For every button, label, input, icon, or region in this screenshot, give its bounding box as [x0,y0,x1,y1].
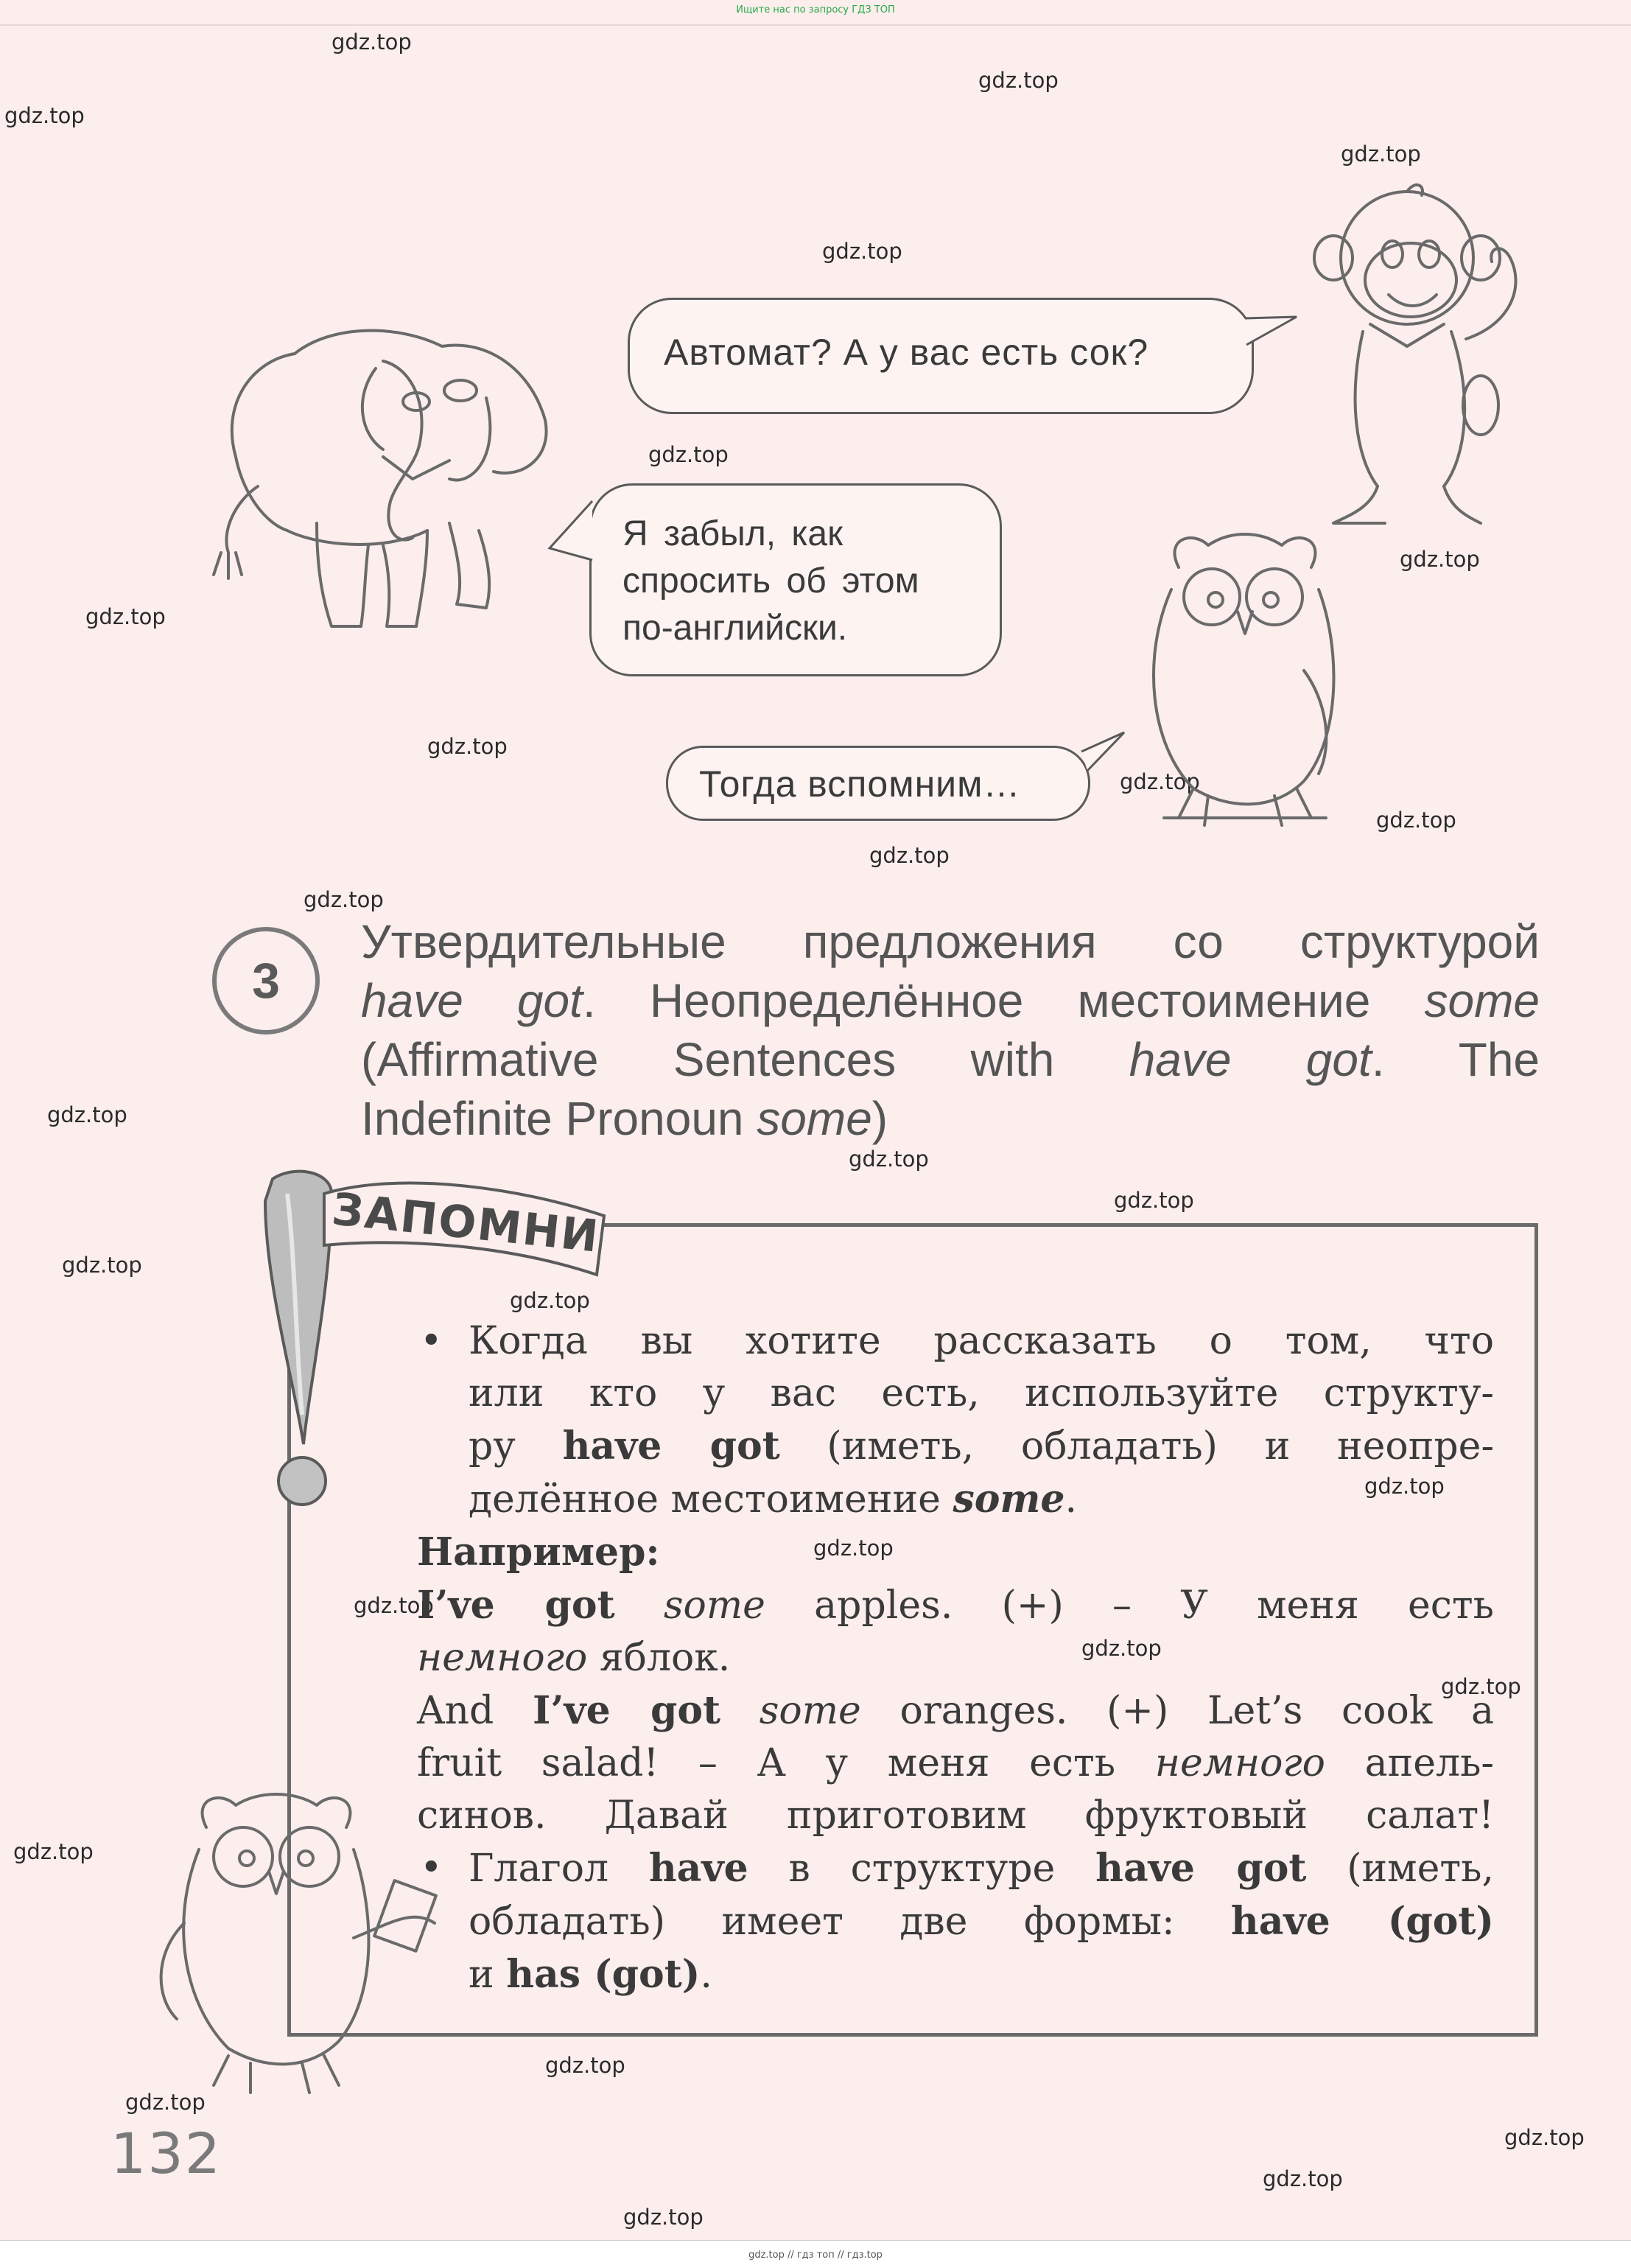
speech-text-owl: Тогда вспомним… [699,763,1021,805]
section-number: 3 [212,927,320,1035]
rule-line: Когда вы хотите рассказать о том, что [469,1319,1494,1363]
owl-with-book-illustration [140,1776,464,2100]
watermark: gdz.top [354,1593,434,1618]
speech-bubble-monkey [628,298,1254,414]
watermark: gdz.top [1441,1674,1521,1699]
rule-line: fruit salad! – А у меня есть немного апель- [417,1741,1494,1785]
watermark: gdz.top [510,1288,590,1313]
bubble-tail-elephant [545,486,597,567]
rule-text [417,1315,1495,2001]
rule-line: делённое местоимение some. [469,1477,1078,1522]
rule-line: и has (got). [469,1952,712,1997]
rule-line: I’ve got some apples. (+) – У меня есть [417,1583,1494,1628]
section-title-line: Утвердительные предложения со структурой [361,915,1540,968]
bullet-point: • [420,1319,443,1363]
watermark: gdz.top [849,1147,929,1172]
watermark: gdz.top [545,2053,625,2078]
watermark: gdz.top [304,887,384,912]
watermark: gdz.top [648,442,729,467]
watermark: gdz.top [978,68,1059,93]
monkey-illustration [1304,177,1532,545]
watermark: gdz.top [62,1253,142,1278]
watermark: gdz.top [47,1102,127,1127]
rule-line: немного яблок. [417,1636,731,1680]
speech-text-monkey: Автомат? А у вас есть сок? [664,332,1149,373]
watermark: gdz.top [1504,2125,1585,2150]
watermark: gdz.top [427,734,508,759]
bubble-tail-owl [1080,729,1132,774]
top-note: Ищите нас по запросу ГДЗ ТОП [736,4,895,15]
speech-bubble-elephant [589,483,1002,676]
section-title [361,912,1540,1148]
owl-illustration [1134,523,1348,840]
watermark: gdz.top [623,2205,704,2230]
watermark: gdz.top [1081,1636,1162,1661]
watermark: gdz.top [125,2090,206,2115]
bullet-point: • [420,1846,443,1890]
example-label: Например: [417,1530,660,1575]
rule-line: ру have got (иметь, обладать) и неопре- [469,1424,1495,1469]
watermark: gdz.top [813,1536,894,1561]
section-title-line: (Affirmative Sentences with have got. The [361,1033,1540,1086]
watermark: gdz.top [85,604,166,629]
section-title-line: have got. Неопределённое местоимение some [361,974,1540,1027]
watermark: gdz.top [1364,1474,1445,1499]
rule-line: синов. Давай приготовим фруктовый салат! [417,1793,1494,1838]
watermark: gdz.top [1341,141,1421,167]
bubble-tail-monkey [1245,309,1304,354]
watermark: gdz.top [1114,1188,1194,1213]
elephant-illustration [206,309,589,663]
rule-line: или кто у вас есть, используйте структу- [469,1371,1494,1415]
watermark: gdz.top [869,843,950,868]
watermark: gdz.top [1120,769,1200,794]
rule-line: And I’ve got some oranges. (+) Let’s cook a [417,1688,1494,1733]
watermark: gdz.top [332,29,412,55]
rule-line: Глагол have в структуре have got (иметь, [469,1846,1495,1891]
top-divider [0,24,1631,26]
remember-banner: ЗАПОМНИ [329,1183,603,1263]
watermark: gdz.top [1376,808,1456,833]
watermark: gdz.top [4,103,85,128]
speech-bubble-owl [666,746,1090,821]
watermark: gdz.top [822,239,902,264]
rule-line: обладать) имеет две формы: have (got) [469,1899,1494,1944]
watermark: gdz.top [1263,2166,1343,2191]
bottom-bar [0,2240,1631,2268]
speech-text-elephant: Я забыл, как спросить об этом по-английски. [622,514,919,648]
watermark: gdz.top [1400,547,1480,572]
section-title-line: Indefinite Pronoun some) [361,1092,888,1145]
bottom-note: gdz.top // гдз топ // гдз.top [748,2250,883,2261]
watermark: gdz.top [13,1839,94,1864]
page-number: 132 [111,2121,222,2186]
